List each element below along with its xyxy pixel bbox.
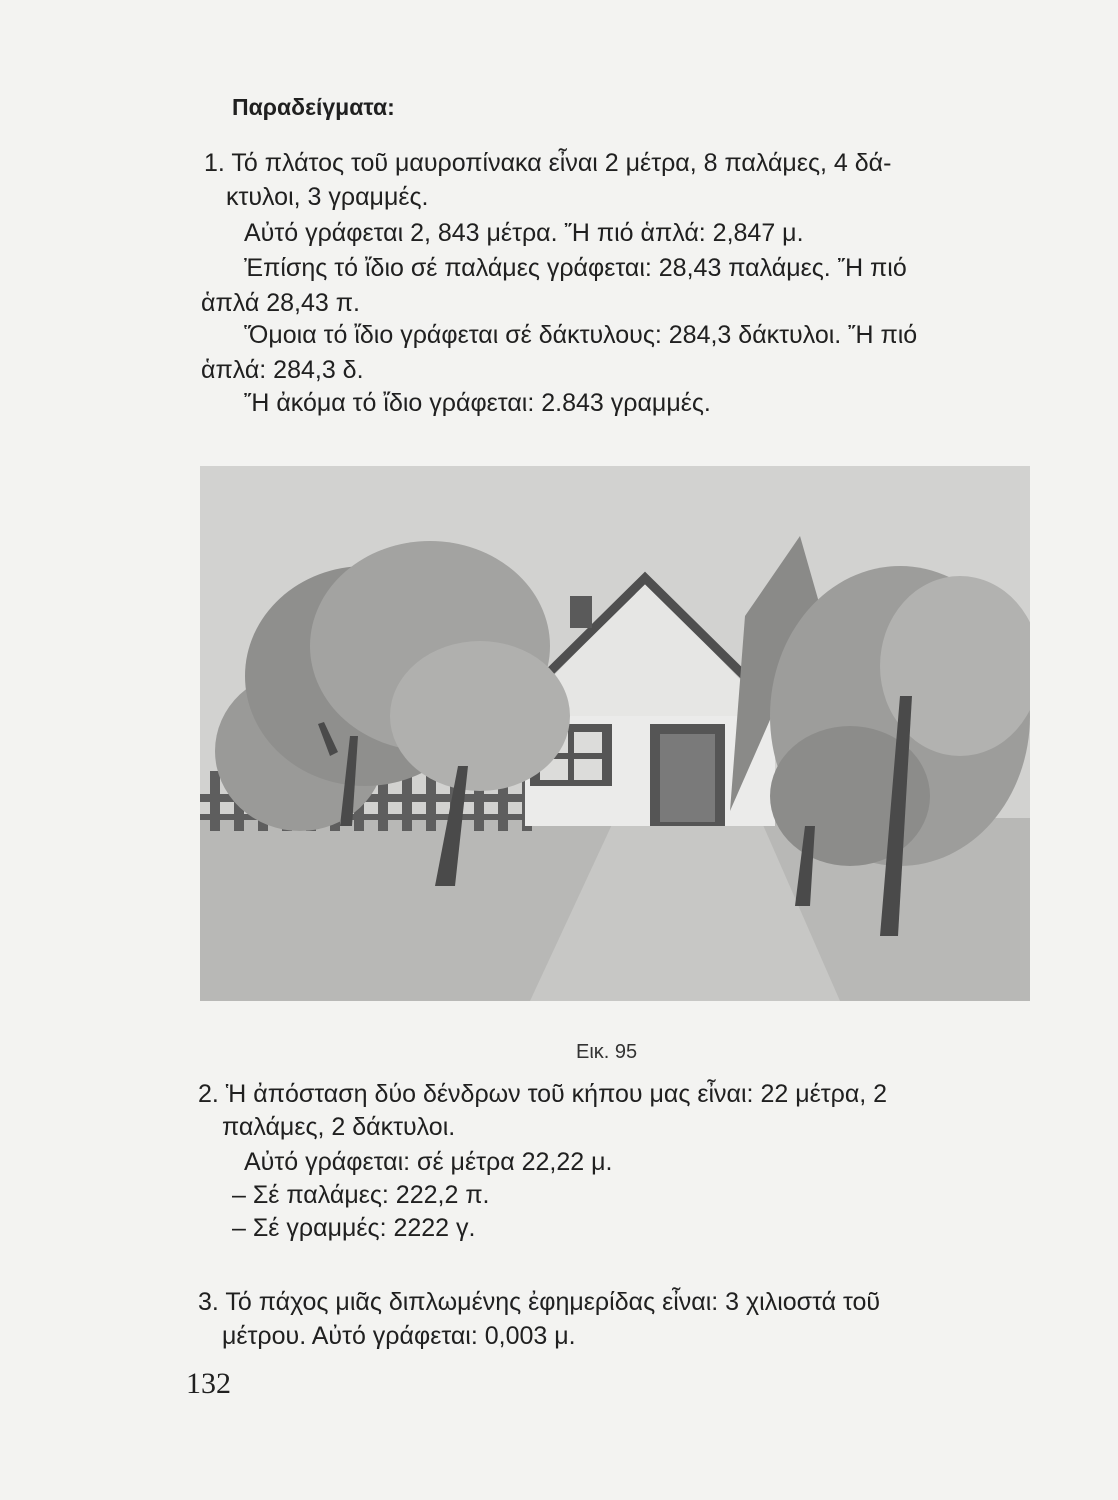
example-1-line-7: ἁπλά: 284,3 δ. xyxy=(201,356,364,384)
example-1-line-8: Ἤ ἀκόμα τό ἴδιο γράφεται: 2.843 γραμμές. xyxy=(244,389,711,417)
example-1-line-5: ἁπλά 28,43 π. xyxy=(201,289,360,317)
example-2-line-4: – Σέ παλάμες: 222,2 π. xyxy=(232,1181,490,1209)
chimney xyxy=(570,596,592,628)
example-3-line-2: μέτρου. Αὐτό γράφεται: 0,003 μ. xyxy=(222,1322,576,1350)
example-1-line-3: Αὐτό γράφεται 2, 843 μέτρα. Ἤ πιό ἁπλά: 2,847 μ. xyxy=(244,219,804,247)
page-number: 132 xyxy=(186,1367,231,1400)
example-2-line-5: – Σέ γραμμές: 2222 γ. xyxy=(232,1214,476,1242)
figure-caption: Εικ. 95 xyxy=(576,1041,638,1063)
example-2-line-2: παλάμες, 2 δάκτυλοι. xyxy=(222,1113,456,1141)
example-3-line-1: 3. Τό πάχος μιᾶς διπλωμένης ἐφημερίδας εἶναι: 3 χιλιοστά τοῦ xyxy=(198,1288,881,1316)
example-2-line-1: 2. Ἡ ἀπόσταση δύο δένδρων τοῦ κήπου μας εἶναι: 22 μέτρα, 2 xyxy=(198,1080,888,1108)
house-with-trees-illustration xyxy=(200,466,1030,1001)
example-2-line-3: Αὐτό γράφεται: σέ μέτρα 22,22 μ. xyxy=(244,1148,613,1176)
examples-heading: Παραδείγματα: xyxy=(232,94,395,120)
example-1-line-1: 1. Τό πλάτος τοῦ μαυροπίνακα εἶναι 2 μέτρα, 8 παλάμες, 4 δά- xyxy=(204,149,892,177)
example-1-line-2: κτυλοι, 3 γραμμές. xyxy=(226,183,429,211)
example-1-line-4: Ἐπίσης τό ἴδιο σέ παλάμες γράφεται: 28,43 παλάμες. Ἤ πιό xyxy=(244,254,907,282)
example-1-line-6: Ὅμοια τό ἴδιο γράφεται σέ δάκτυλους: 284,3 δάκτυλοι. Ἤ πιό xyxy=(244,321,918,349)
